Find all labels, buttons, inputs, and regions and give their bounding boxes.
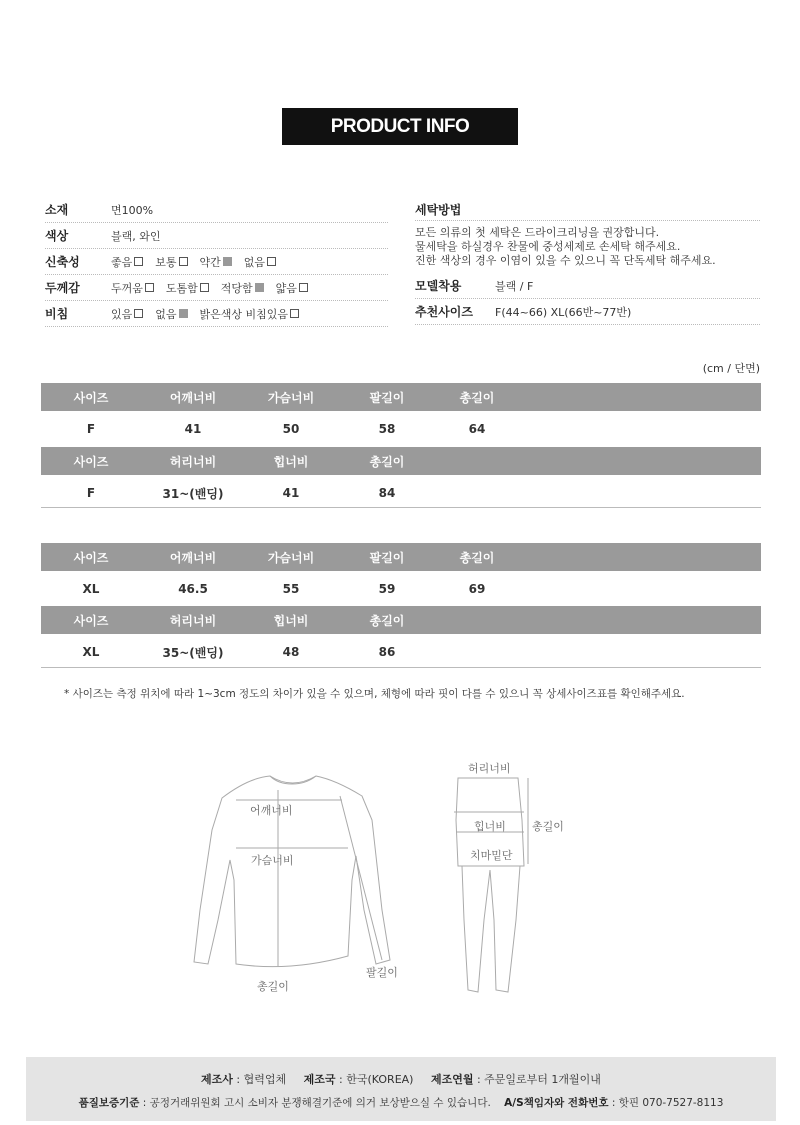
checked-box-icon [179, 309, 188, 318]
empty-box-icon [267, 257, 276, 266]
size-table-header [41, 447, 761, 475]
option-label: 보통 [155, 255, 177, 269]
value-cell: 84 [378, 486, 396, 500]
size-table-row [41, 477, 761, 509]
country-label: 제조국 [303, 1073, 336, 1086]
header-cell: 총길이 [459, 550, 495, 565]
bottom-garment-diagram [450, 770, 550, 1000]
value-cell: 69 [468, 582, 486, 596]
quality-label: 품질보증기준 [78, 1097, 140, 1109]
attribute-label: 색상 [45, 229, 69, 243]
wash-line: 진한 색상의 경우 이염이 있을 수 있으니 꼭 단독세탁 해주세요. [415, 254, 716, 267]
attribute-option [155, 254, 197, 270]
header-cell: 힙너비 [273, 454, 309, 469]
empty-box-icon [200, 283, 209, 292]
value-cell: 64 [468, 422, 486, 436]
size-table-header [41, 543, 761, 571]
date-value: 주문일로부터 1개월이내 [484, 1073, 601, 1086]
header-cell: 총길이 [369, 454, 405, 469]
value-cell: 86 [378, 645, 396, 659]
value-cell: 41 [282, 486, 300, 500]
divider [41, 507, 761, 508]
maker-value: 협력업체 [243, 1073, 287, 1086]
attribute-label: 소재 [45, 203, 69, 217]
attribute-row [45, 223, 388, 249]
value-cell: F [86, 486, 96, 500]
wash-instructions [415, 221, 760, 268]
hip-label: 힙너비 [474, 820, 506, 833]
attribute-option [276, 280, 318, 296]
option-label: 도톰함 [165, 281, 198, 295]
footer-line-2: 품질보증기준 : 공정거래위원회 고시 소비자 분쟁해결기준에 의거 보상받으실 수 있습니다. A/S책임자와 전화번호 : 핫핀 070-7527-8113 [78, 1097, 724, 1109]
header-cell: 가슴너비 [267, 390, 315, 405]
header-cell: 사이즈 [73, 454, 109, 469]
header-cell: 가슴너비 [267, 550, 315, 565]
shoulder-label: 어깨너비 [250, 804, 293, 817]
header-cell: 어깨너비 [169, 390, 217, 405]
recommend-row [415, 299, 760, 325]
value-cell: 31~(밴딩) [162, 486, 224, 501]
header-cell: 사이즈 [73, 390, 109, 405]
divider [41, 667, 761, 668]
size-table-row [41, 573, 761, 605]
option-label: 적당함 [220, 281, 253, 295]
header-cell: 허리너비 [169, 613, 217, 628]
attribute-option [221, 280, 274, 296]
waist-label: 허리너비 [468, 762, 511, 775]
header-cell: 팔길이 [369, 390, 405, 405]
empty-box-icon [179, 257, 188, 266]
header-cell: 총길이 [369, 613, 405, 628]
attribute-label: 신축성 [45, 255, 80, 269]
option-label: 얇음 [275, 281, 297, 295]
wash-line: 모든 의류의 첫 세탁은 드라이크리닝을 권장합니다. [415, 226, 660, 239]
option-label: 밝은색상 비침있음 [199, 307, 289, 321]
option-label: 약간 [199, 255, 221, 269]
header-cell: 총길이 [459, 390, 495, 405]
value-cell: 55 [282, 582, 300, 596]
model-label: 모델착용 [415, 279, 462, 293]
value-cell: 48 [282, 645, 300, 659]
option-label: 두꺼움 [111, 281, 143, 295]
value-cell: 35~(밴딩) [162, 645, 224, 660]
model-row [415, 273, 760, 299]
attribute-option [166, 280, 219, 296]
empty-box-icon [290, 309, 299, 318]
chest-label: 가슴너비 [251, 854, 294, 867]
value-cell: F [86, 422, 96, 436]
attribute-option [244, 254, 286, 270]
header-cell: 어깨너비 [169, 550, 217, 565]
wash-line: 물세탁을 하실경우 찬물에 중성세제로 손세탁 해주세요. [415, 240, 681, 253]
option-label: 좋음 [111, 255, 133, 269]
value-cell: XL [82, 582, 100, 596]
attribute-row [45, 301, 388, 327]
footer [26, 1057, 776, 1121]
model-value: 블랙 / F [495, 279, 534, 293]
value-cell: XL [82, 645, 100, 659]
wash-label: 세탁방법 [415, 198, 760, 221]
date-label: 제조연월 [430, 1073, 474, 1086]
value-cell: 46.5 [178, 582, 208, 596]
value-cell: 50 [282, 422, 300, 436]
attribute-value: 블랙, 와인 [111, 229, 161, 243]
as-value: 핫핀 070-7527-8113 [618, 1097, 724, 1109]
size-table-row [41, 636, 761, 668]
footer-line-1: 제조사 : 협력업체 제조국 : 한국(KOREA) 제조연월 : 주문일로부터 1개월이내 [201, 1073, 601, 1086]
country-value: 한국(KOREA) [346, 1073, 414, 1086]
header-cell: 힙너비 [273, 613, 309, 628]
option-label: 없음 [243, 255, 266, 269]
attribute-option [111, 306, 153, 322]
checked-box-icon [223, 257, 232, 266]
value-cell: 59 [378, 582, 396, 596]
page-title: PRODUCT INFO [282, 108, 518, 145]
sleeve-label: 팔길이 [366, 966, 398, 979]
attribute-label: 두께감 [45, 281, 80, 295]
empty-box-icon [145, 283, 154, 292]
header-cell: 허리너비 [169, 454, 217, 469]
option-label: 있음 [111, 307, 133, 321]
attribute-option [155, 306, 197, 322]
header-cell: 사이즈 [73, 550, 109, 565]
attribute-row [45, 275, 388, 301]
attribute-option [200, 306, 310, 322]
top-length-label: 총길이 [257, 980, 289, 993]
attribute-option [111, 254, 153, 270]
attribute-option [111, 280, 164, 296]
size-note: * 사이즈는 측정 위치에 따라 1~3cm 정도의 차이가 있을 수 있으며, 체형에 따라 핏이 다를 수 있으니 꼭 상세사이즈표를 확인해주세요. [64, 688, 685, 700]
value-cell: 58 [378, 422, 396, 436]
quality-value: 공정거래위원회 고시 소비자 분쟁해결기준에 의거 보상받으실 수 있습니다. [149, 1097, 491, 1109]
wash-section [415, 198, 760, 268]
empty-box-icon [299, 283, 308, 292]
size-table-row [41, 413, 761, 445]
header-cell: 팔길이 [369, 550, 405, 565]
as-label: A/S책임자와 전화번호 [504, 1097, 609, 1109]
maker-label: 제조사 [201, 1073, 233, 1086]
hem-label: 치마밑단 [470, 849, 513, 862]
attribute-label: 비침 [45, 307, 69, 321]
size-table-header [41, 606, 761, 634]
empty-box-icon [134, 309, 143, 318]
attribute-row [45, 249, 388, 275]
empty-box-icon [134, 257, 143, 266]
size-table-header [41, 383, 761, 411]
attribute-option [200, 254, 242, 270]
bottom-length-label: 총길이 [532, 820, 564, 833]
unit-label: (cm / 단면) [702, 362, 760, 375]
value-cell: 41 [184, 422, 202, 436]
checked-box-icon [255, 283, 264, 292]
option-label: 없음 [155, 307, 177, 321]
recommend-label: 추천사이즈 [415, 305, 473, 319]
attribute-value: 면100% [111, 203, 154, 217]
header-cell: 사이즈 [73, 613, 109, 628]
recommend-value: F(44~66) XL(66반~77반) [495, 305, 632, 319]
attribute-row [45, 197, 388, 223]
